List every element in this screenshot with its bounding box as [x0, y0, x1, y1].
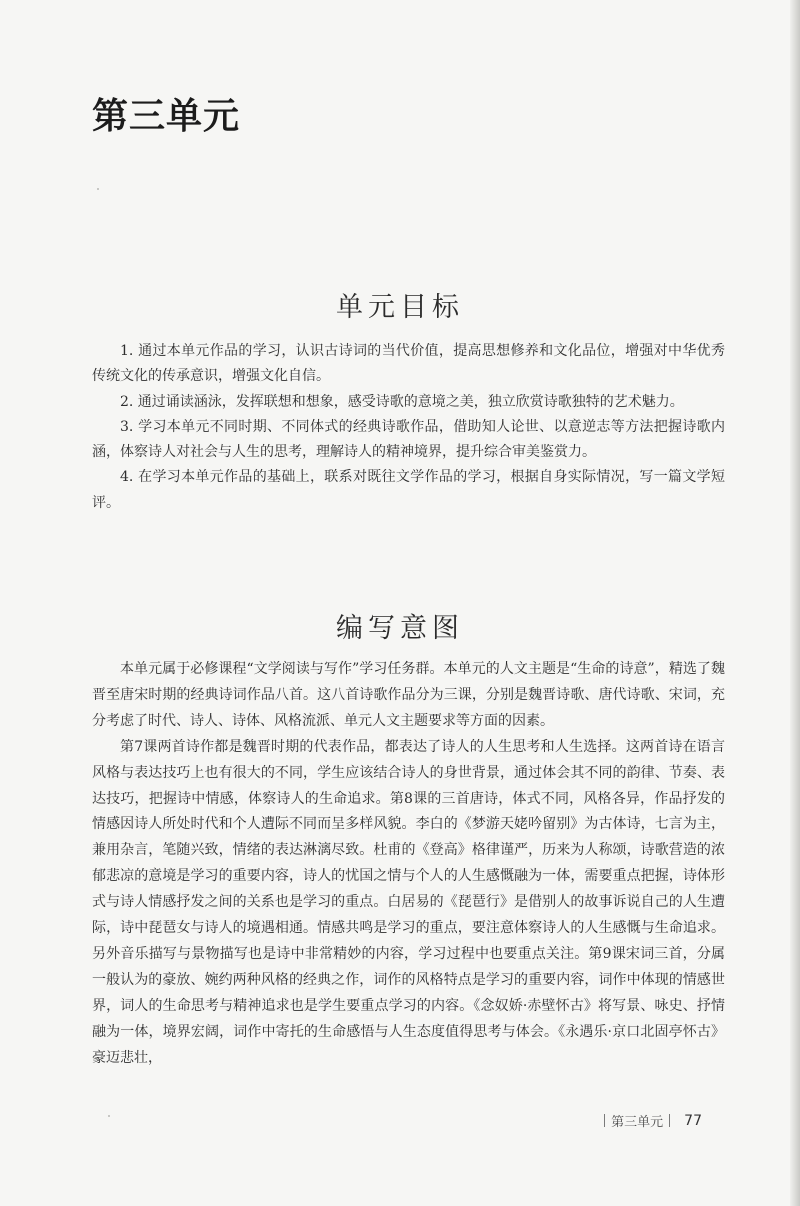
goal-item: 4. 在学习本单元作品的基础上，联系对既往文学作品的学习，根据自身实际情况，写一篇文学短评。: [92, 469, 725, 511]
running-head: 第三单元: [611, 1115, 664, 1130]
intent-body: [92, 657, 725, 1072]
scan-speck: [108, 1115, 110, 1117]
page-number: 77: [684, 1112, 702, 1129]
intent-paragraph: 本单元属于必修课程“文学阅读与写作”学习任务群。本单元的人文主题是“生命的诗意”，精选了魏晋至唐宋时期的经典诗词作品八首。这八首诗歌作品分为三课，分别是魏晋诗歌、唐代诗歌、宋词，充分考虑了时代、诗人、诗体、风格流派、单元人文主题要求等方面的因素。: [92, 661, 725, 729]
intent-heading: 编写意图: [336, 613, 464, 644]
goal-item: 2. 通过诵读涵泳，发挥联想和想象，感受诗歌的意境之美，独立欣赏诗歌独特的艺术魅力。: [120, 393, 684, 410]
footer-divider-right: [669, 1114, 670, 1127]
page-footer: [598, 1111, 702, 1130]
unit-title: 第三单元: [92, 96, 241, 137]
scan-speck: [97, 188, 99, 190]
goals-list: [92, 339, 725, 516]
goals-heading: 单元目标: [336, 292, 464, 323]
intent-paragraph: 第7课两首诗作都是魏晋时期的代表作品，都表达了诗人的人生思考和人生选择。这两首诗在语言风格与表达技巧上也有很大的不同，学生应该结合诗人的身世背景，通过体会其不同的韵律、节奏、表达技巧，把握诗中情感，体察诗人的生命追求。第8课的三首唐诗，体式不同，风格各异，作品抒发的情感因诗人所处时代和个人遭际不同而呈多样风貌。李白的《梦游天姥吟留别》为古体诗，七言为主，兼用杂言，笔随兴致，情绪的表达淋漓尽致。杜甫的《登高》格律谨严，历来为人称颂，诗歌营造的浓郁悲凉的意境是学习的重要内容，诗人的忧国之情与个人的人生感慨融为一体，需要重点把握，诗体形式与诗人情感抒发之间的关系也是学习的重点。白居易的《琵琶行》是借别人的故事诉说自己的人生遭际，诗中琵琶女与诗人的境遇相通。情感共鸣是学习的重点，要注意体察诗人的人生感慨与生命追求。另外音乐描写与景物描写也是诗中非常精妙的内容，学习过程中也要重点关注。第9课宋词三首，分属一般认为的豪放、婉约两种风格的经典之作，词作的风格特点是学习的重要内容，词作中体现的情感世界，词人的生命思考与精神追求也是学生要重点学习的内容。《念奴娇·赤壁怀古》将写景、咏史、抒情融为一体，境界宏阔，词作中寄托的生命感悟与人生态度值得思考与体会。《永遇乐·京口北固亭怀古》豪迈悲壮，: [92, 738, 725, 1066]
goal-item: 3. 学习本单元不同时期、不同体式的经典诗歌作品，借助知人论世、以意逆志等方法把握诗歌内涵，体察诗人对社会与人生的思考，理解诗人的精神境界，提升综合审美鉴赏力。: [92, 418, 725, 461]
goal-item: 1. 通过本单元作品的学习，认识古诗词的当代价值，提高思想修养和文化品位，增强对中华优秀传统文化的传承意识，增强文化自信。: [92, 343, 725, 385]
footer-divider-left: [604, 1114, 605, 1127]
